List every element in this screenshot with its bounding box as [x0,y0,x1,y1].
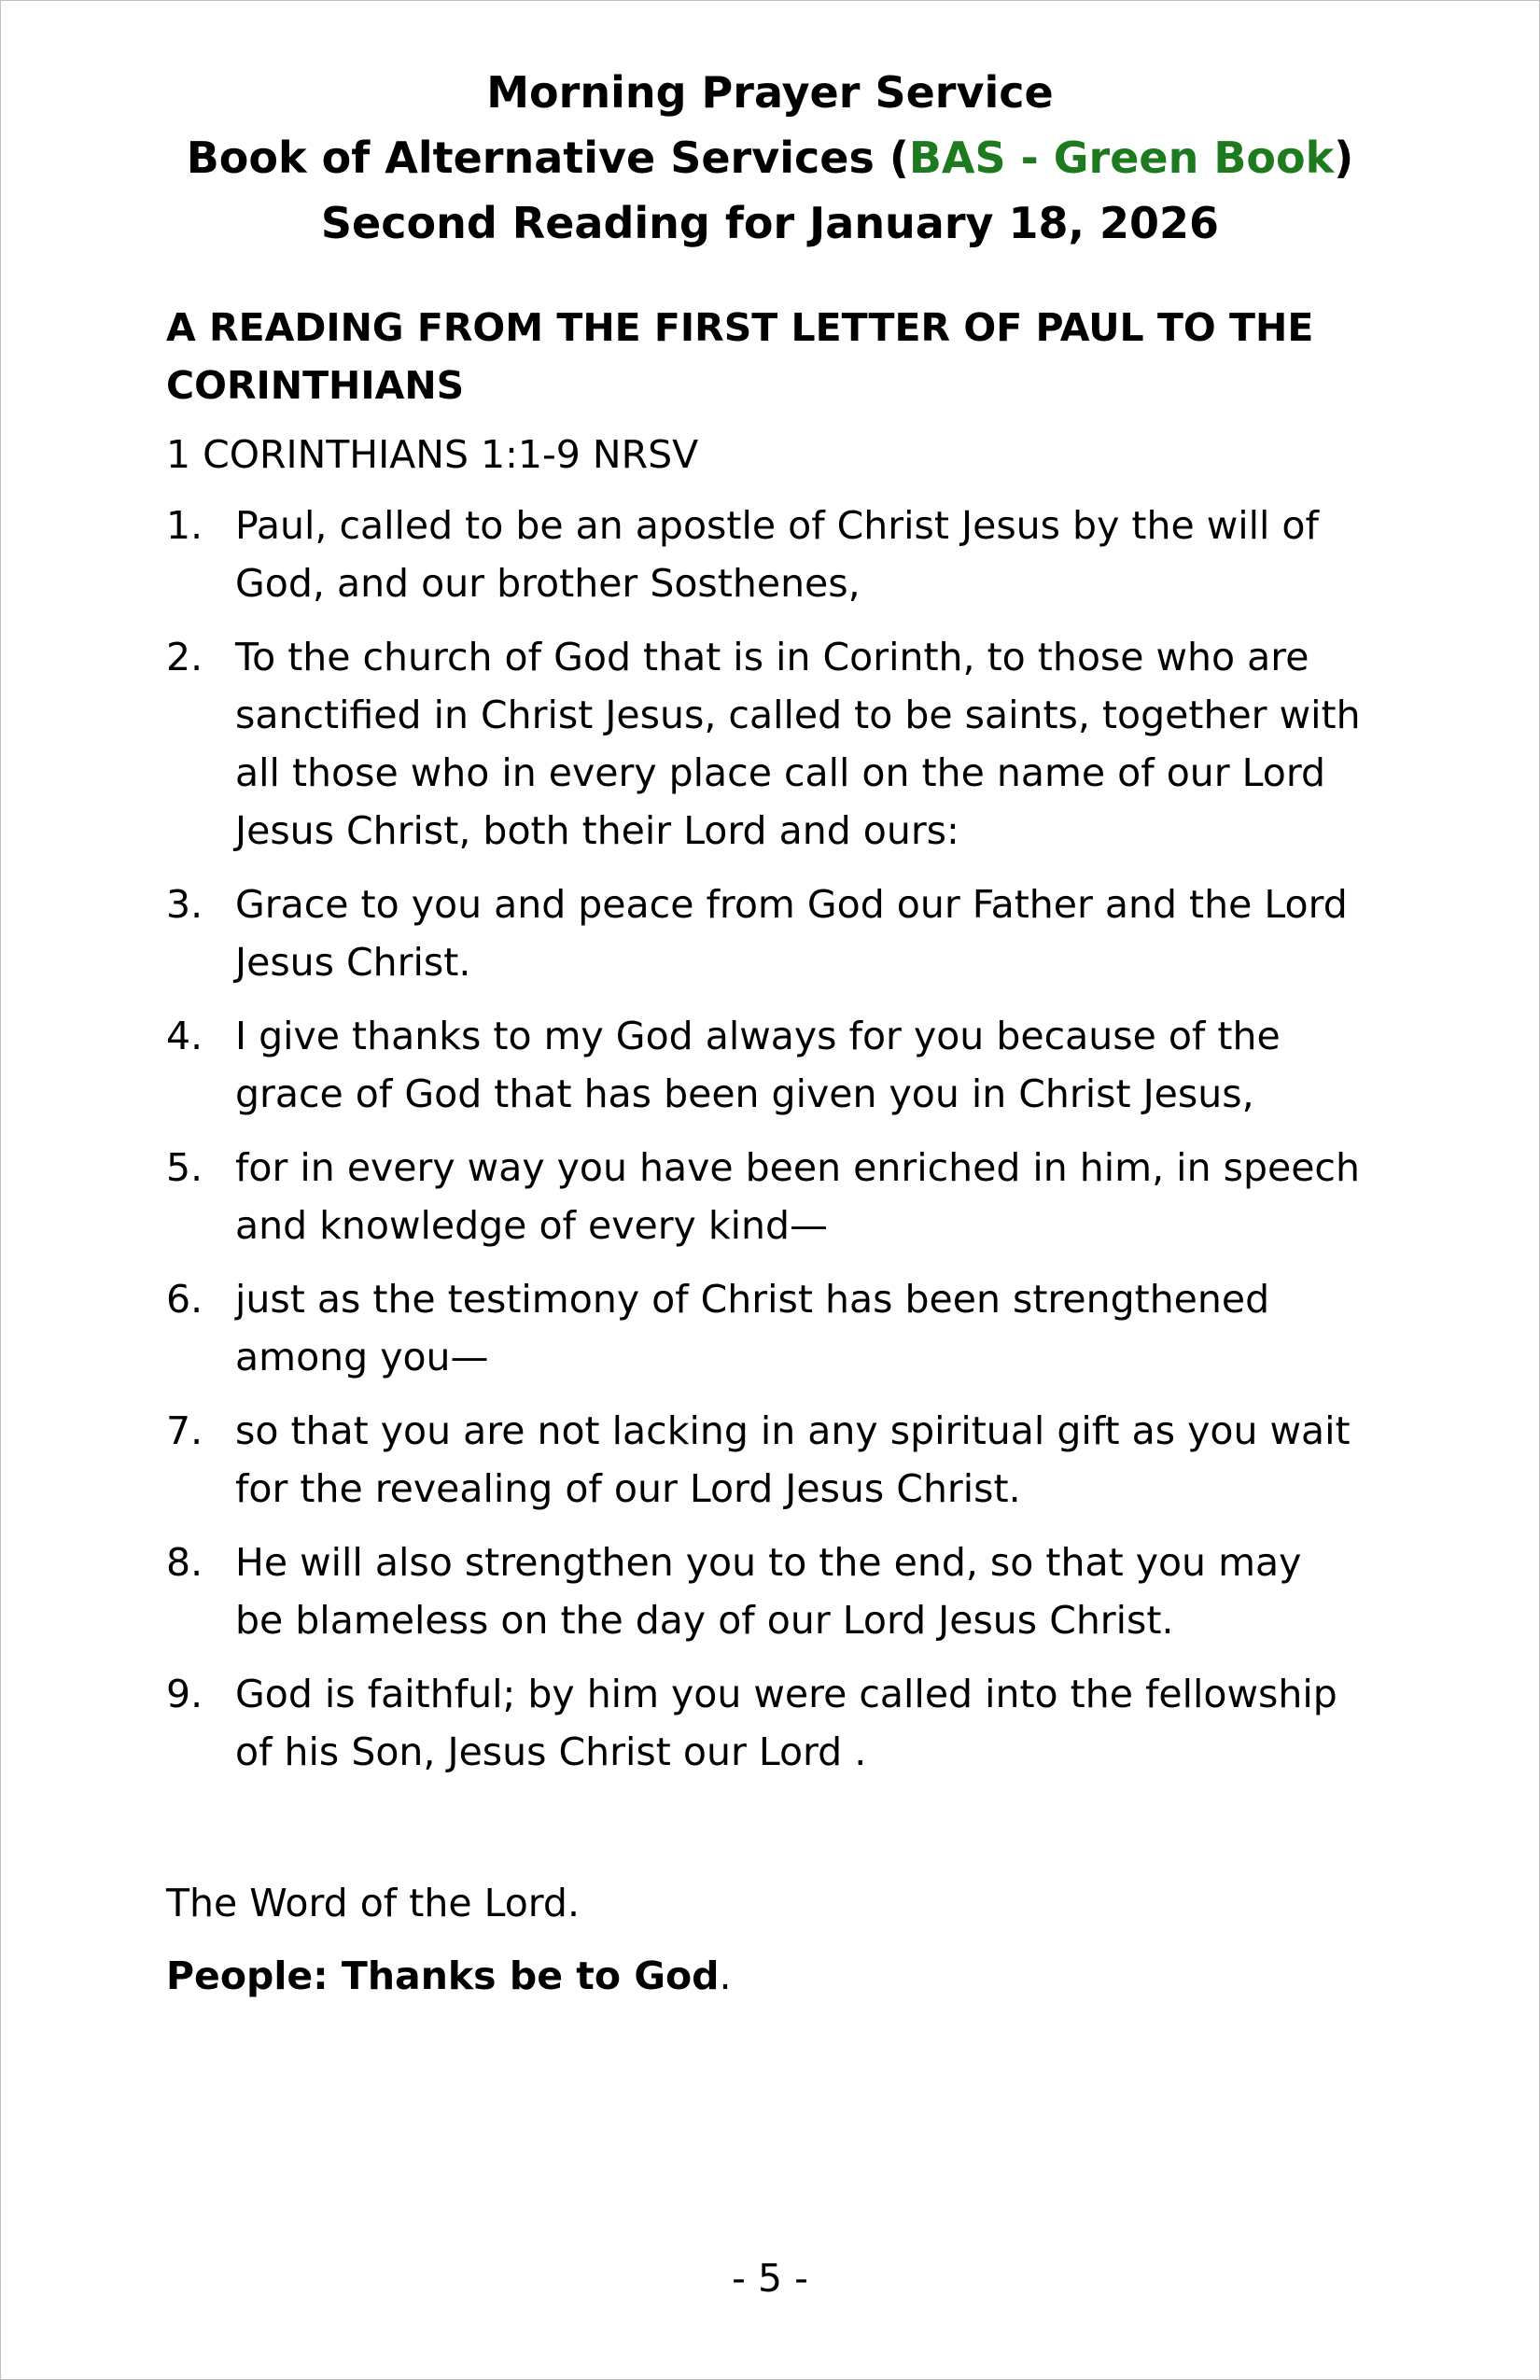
verse-number: 9. [166,1672,203,1716]
word-of-the-lord: The Word of the Lord. [166,1881,580,1925]
book-title [0,125,1540,190]
verse-text: just as the testimony of Christ has been strengthened among you— [235,1277,1270,1379]
verse-number: 8. [166,1540,203,1585]
verse-item [166,1402,1361,1518]
verse-item [166,875,1361,991]
reading-date-title: Second Reading for January 18, 2026 [320,198,1220,248]
page-number: - 5 - [732,2256,808,2301]
verse-number: 1. [166,503,203,548]
verse-item [166,1007,1361,1123]
closing-section [166,1874,1361,2005]
verse-item [166,1665,1361,1781]
verse-number: 6. [166,1277,203,1322]
verse-item [166,1270,1361,1386]
verse-item [166,628,1361,860]
reading-content [166,299,1361,2005]
verse-item [166,497,1361,612]
verse-number: 7. [166,1408,203,1453]
verse-number: 5. [166,1145,203,1190]
people-response-bold: People: Thanks be to God [166,1953,720,1998]
book-title-suffix: ) [1334,133,1354,183]
reading-title: A READING FROM THE FIRST LETTER OF PAUL TO THE CORINTHIANS [166,305,1314,408]
page-header [0,60,1540,256]
verse-list [166,497,1361,1781]
book-title-prefix: Book of Alternative Services ( [186,133,909,183]
verse-number: 4. [166,1014,203,1058]
scripture-citation: 1 CORINTHIANS 1:1-9 NRSV [166,432,699,477]
people-response-period: . [719,1953,732,1998]
verse-text: for in every way you have been enriched in him, in speech and knowledge of every kind— [235,1145,1360,1248]
verse-text: I give thanks to my God always for you because of the grace of God that has been given you in Christ Jesus, [235,1014,1281,1116]
people-response [166,1947,1361,2005]
verse-text: God is faithful; by him you were called into the fellowship of his Son, Jesus Christ our Lord . [235,1672,1337,1774]
verse-text: To the church of God that is in Corinth, to those who are sanctified in Christ Jesus, called to be saints, together with all those who in every place call on the name of our Lord Jesus Christ, both their Lord and ours: [235,635,1361,853]
service-title: Morning Prayer Service [486,67,1054,118]
verse-item [166,1139,1361,1254]
verse-number: 3. [166,882,203,927]
verse-text: so that you are not lacking in any spiritual gift as you wait for the revealing of our Lord Jesus Christ. [235,1408,1351,1511]
verse-text: He will also strengthen you to the end, so that you may be blameless on the day of our Lord Jesus Christ. [235,1540,1302,1643]
verse-text: Grace to you and peace from God our Father and the Lord Jesus Christ. [235,882,1348,985]
verse-text: Paul, called to be an apostle of Christ Jesus by the will of God, and our brother Sosthenes, [235,503,1319,606]
book-title-highlight: BAS - Green Book [908,133,1335,183]
verse-number: 2. [166,635,203,679]
verse-item [166,1533,1361,1649]
